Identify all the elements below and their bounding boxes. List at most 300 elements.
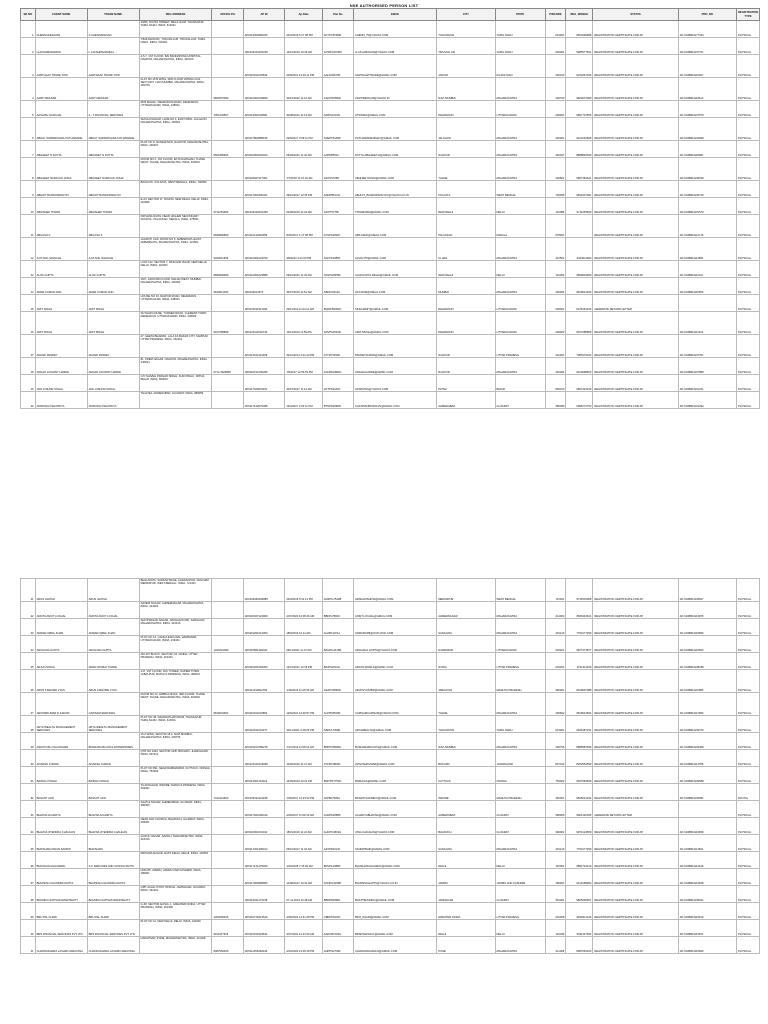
office-phone-cell (212, 118, 243, 141)
mobile-cell: 8888820639 (566, 141, 593, 158)
state-cell: DELHI (495, 852, 545, 869)
status-cell: REGISTRATION CERTIFICATE FOR AP (593, 335, 678, 358)
status-cell: REGISTRATION CERTIFICATE FOR AP (593, 375, 678, 392)
status-cell: REGISTRATION CERTIFICATE FOR AP (593, 636, 678, 653)
table-row (21, 579, 760, 602)
ap-date-cell: 7/26/2017 12:43:32 PM (285, 784, 322, 801)
status-cell: REGISTRATION CERTIFICATE FOR AP (593, 312, 678, 335)
trade-name-cell: ABHIJEET N DUTTA (87, 141, 139, 158)
ap-date-cell: 30/08/2012 11:13 AM (285, 101, 322, 118)
column-header: EMAIL (354, 9, 437, 21)
city-cell: NAVI MUMBAI (437, 733, 495, 750)
state-cell: UTTARAKHAND (495, 312, 545, 335)
client-name-cell: BHAVNA ACHARYA (35, 801, 87, 818)
pro-no-cell: AP-0108804116590 (678, 636, 736, 653)
office-phone-cell (212, 21, 243, 38)
table-row (21, 852, 760, 869)
sr-no-cell: 32 (21, 784, 36, 801)
state-cell: GUJARAT (495, 392, 545, 409)
office-phone-cell (212, 335, 243, 358)
mobile-cell: 9627374877 (566, 636, 593, 653)
pincode-cell: 249401 (545, 636, 566, 653)
pan-cell: AYSPK4691P (322, 215, 353, 238)
table-row (21, 733, 760, 750)
registration-type-cell: PHYSICAL (736, 619, 759, 636)
sr-no-cell: 19 (21, 375, 36, 392)
address-cell: HADAPSAR, PUNE, MAHARASHTRA, INDIA, 411028 (139, 937, 212, 954)
pro-no-cell: AP-0108804104998 (678, 118, 736, 141)
email-cell: AKJ.MUM@GMAIL.COM (354, 278, 437, 295)
table-row (21, 335, 760, 358)
pro-no-cell: AP-0108804109470 (678, 716, 736, 733)
ap-date-cell: 07-11-2019 10:48 AM (285, 886, 322, 903)
pincode-cell: 302010 (545, 55, 566, 78)
pincode-cell: 248001 (545, 101, 566, 118)
address-cell: PLOT NO 9, NANDANVAN, NAGPUR, MAHARASHTRA, INDIA, 440027 (139, 141, 212, 158)
registration-type-cell: PHYSICAL (736, 118, 759, 141)
state-cell: MAHARASHTRA (495, 278, 545, 295)
email-cell: ARNGHOSHK93@GMAIL.COM (354, 579, 437, 602)
registration-type-cell: PHYSICAL (736, 392, 759, 409)
ap-id-cell: AP0116742135289 (243, 358, 285, 375)
address-cell: FLAT NO.15 B WING, 3RD FLOOR VRINDA CHS, SECTOR 5, NAVI MUMBAI, MAHARASHTRA, INDIA, 400709 (139, 78, 212, 101)
pan-cell: AVGPG8359F (322, 261, 353, 278)
ap-date-cell: 05/10/2017 11:32 AM (285, 835, 322, 852)
email-cell: PANDEYANAND@GMAIL.COM (354, 335, 437, 358)
mobile-cell: 9917088899 (566, 312, 593, 335)
status-cell: REGISTRATION CERTIFICATE FOR AP (593, 733, 678, 750)
address-cell: 27, GEETA BHAWAN, LALA KA BAZAR CITY, SAMPUR, UTTAR PRADESH, INDIA, 242001 (139, 335, 212, 358)
state-cell: DELHI (495, 261, 545, 278)
registration-type-cell: PHYSICAL (736, 238, 759, 261)
mobile-cell: 9711311456 (566, 653, 593, 670)
state-cell: UTTAR PRADESH (495, 903, 545, 920)
state-cell: BIHAR (495, 375, 545, 392)
status-cell: REGISTRATION CERTIFICATE FOR AP (593, 261, 678, 278)
city-cell: BOKARO (437, 750, 495, 767)
client-name-cell: BHUPESH CHANDRA GUPTA (35, 869, 87, 886)
trade-name-cell: AJIT ANIL SAVAALE (87, 238, 139, 261)
table-row (21, 21, 760, 38)
client-name-cell: AJIT ANIL SAVAALE (35, 238, 87, 261)
email-cell: ANKIT.LOCHAL@GMAIL.COM (354, 602, 437, 619)
pan-cell: CBRPK6445J (322, 903, 353, 920)
address-cell: 68 B MAHAL, DEHRADUN ROAD, DEHRADUN, UTTARAKHAND, INDIA, 248001 (139, 101, 212, 118)
ap-id-cell: AP0109101003239 (243, 38, 285, 55)
ap-id-cell: AP0117802888195 (243, 118, 285, 141)
sr-no-cell: 31 (21, 767, 36, 784)
pro-no-cell: AP-0108804107579 (678, 101, 736, 118)
sr-no-cell: 39 (21, 903, 36, 920)
address-cell: HNO-85, JAMMU, JAMMU AND KASHMIR, INDIA, 180001 (139, 869, 212, 886)
ap-id-cell: AP0109460299985 (243, 579, 285, 602)
registration-type-cell: PHYSICAL (736, 716, 759, 733)
office-phone-cell: 9819044664 (212, 693, 243, 716)
pro-no-cell (678, 295, 736, 312)
registration-type-cell: PHYSICAL (736, 198, 759, 215)
mobile-cell: 8109997388 (566, 670, 593, 693)
table-row (21, 670, 760, 693)
client-name-cell: AMIT SINGH (35, 295, 87, 312)
registration-type-cell: PHYSICAL (736, 21, 759, 38)
pan-cell: BWTPS7751D (322, 767, 353, 784)
pro-no-cell: AP-0108804106827 (678, 579, 736, 602)
sr-no-cell: 13 (21, 261, 36, 278)
email-cell: BRSFINANCIAL@GMAIL.COM (354, 920, 437, 937)
ap-id-cell: AP0112001023888 (243, 261, 285, 278)
state-cell: WEST BENGAL (495, 579, 545, 602)
ap-date-cell: 1/16/2015 11:25:30 AM (285, 670, 322, 693)
city-cell: THANE (437, 693, 495, 716)
pro-no-cell: AP-0108804118081 (678, 141, 736, 158)
mobile-cell: 9944487231 (566, 716, 593, 733)
registration-type-cell: PHYSICAL (736, 579, 759, 602)
registration-type-cell: PHYSICAL (736, 801, 759, 818)
sr-no-cell: 18 (21, 358, 36, 375)
table-row (21, 750, 760, 767)
client-name-cell: AARTI REKKAR (35, 78, 87, 101)
ap-id-cell: AP0113031173318 (243, 886, 285, 903)
status-cell: REGISTRATION CERTIFICATE FOR AP (593, 818, 678, 835)
ap-id-cell: AP0117029031151 (243, 375, 285, 392)
mobile-cell (566, 215, 593, 238)
table-row (21, 693, 760, 716)
client-name-cell: BHUMIKA SATISHKUMAR BHATT (35, 886, 87, 903)
table-row (21, 636, 760, 653)
ap-id-cell: AP0117922409419 (243, 801, 285, 818)
client-name-cell: ANWAR IQBAL KHAN (35, 619, 87, 636)
pincode-cell: 482001 (545, 670, 566, 693)
state-cell: UTTAR PRADESH (495, 335, 545, 358)
registration-type-cell: PHYSICAL (736, 335, 759, 358)
address-cell: 23/80, SOUTH STREET, MELA ULUR, THANJAVUR, TAMIL NADU, INDIA, 613001 (139, 21, 212, 38)
trade-name-cell: ANWAR IQBAL KHAN (87, 619, 139, 636)
pro-no-cell: AP-0108804177443 (678, 21, 736, 38)
ap-date-cell: 1/23/2018 7:15:39 AM (285, 852, 322, 869)
pro-no-cell: AP-0108804116699 (678, 937, 736, 954)
client-name-cell: ANGAD JASVANT HARDE (35, 358, 87, 375)
ap-date-cell: 2/23/2022 12:09:18 PM (285, 937, 322, 954)
registration-type-cell: PHYSICAL (736, 750, 759, 767)
state-cell: MAHARASHTRA (495, 937, 545, 954)
pro-no-cell: AP-0108804111141 (678, 261, 736, 278)
address-cell: 81, PREM NAGAR, NAGPUR, MAHARASHTRA, INDIA, 440024 (139, 358, 212, 375)
table-row (21, 886, 760, 903)
client-name-cell: ARYA WEALTH MANAGEMENT SERVICES (35, 716, 87, 733)
trade-name-cell: ARUN GHOSH (87, 579, 139, 602)
ap-id-cell: AP0118027917301 (243, 158, 285, 181)
registration-type-cell: PHYSICAL (736, 38, 759, 55)
trade-name-cell: S CHENNAKESAN (87, 21, 139, 38)
email-cell: AJSAV175@GMAIL.COM (354, 238, 437, 261)
registration-type-cell: PHYSICAL (736, 920, 759, 937)
pro-no-cell: AP-0108804114661 (678, 835, 736, 852)
ap-id-cell: AP0113001006891 (243, 101, 285, 118)
state-cell: UTTARAKHAND (495, 295, 545, 312)
registration-type-cell: PHYSICAL (736, 636, 759, 653)
address-cell: PLOT NO 45, RAMANATHAPURAM, THANJAVUR, TAMIL NADU, INDIA, 613001 (139, 716, 212, 733)
trade-name-cell: BUDHARA BLOCKS ENTERPRISES (87, 733, 139, 750)
trade-name-cell: ANIL KISHOR SINGH (87, 375, 139, 392)
pincode-cell: 800010 (545, 375, 566, 392)
pro-no-cell: AP-0108804114785 (678, 750, 736, 767)
ap-date-cell: 06/09/2021 11:42 AM (285, 141, 322, 158)
mobile-cell: 9831907091 (566, 181, 593, 198)
registration-type-cell: PHYSICAL (736, 215, 759, 238)
trade-name-cell: AARTHAAK TRADE TOW (87, 55, 139, 78)
trade-name-cell: BASANT JAIN (87, 784, 139, 801)
sr-no-cell: 8 (21, 158, 36, 181)
address-cell: TILAKNAGAR, INDORE, MADHYA PRADESH, INDIA, 452001 (139, 784, 212, 801)
ap-id-cell: AP0116011923644 (243, 920, 285, 937)
table-row (21, 869, 760, 886)
sr-no-cell: 2 (21, 38, 36, 55)
client-name-cell: BASANT JAIN (35, 784, 87, 801)
sr-no-cell: 35 (21, 835, 36, 852)
sr-no-cell: 25 (21, 653, 36, 670)
email-cell: AARTHAAPTRADE@GMAIL.COM (354, 55, 437, 78)
city-cell: JABALPUR (437, 670, 495, 693)
sr-no-cell: 3 (21, 55, 36, 78)
ap-date-cell: 18/9/2019 10:14 AM (285, 619, 322, 636)
pro-no-cell: AP-0108804118689 (678, 619, 736, 636)
pro-no-cell: AP-0108804107701 (678, 335, 736, 358)
pan-cell: AKYPC8799M (322, 21, 353, 38)
pro-no-cell: AP-0108804101292 (678, 392, 736, 409)
city-cell: INDORE (437, 784, 495, 801)
client-name-cell: ANAND PANDEY (35, 335, 87, 358)
office-phone-cell (212, 158, 243, 181)
registration-type-cell: PHYSICAL (736, 78, 759, 101)
email-cell: ALOKGUPTA.DELHI@GMAIL.COM (354, 261, 437, 278)
ap-id-cell: AP0111311822799 (243, 670, 285, 693)
status-cell: REGISTRATION CERTIFICATE FOR AP (593, 78, 678, 101)
city-cell: NEW DELHI (437, 261, 495, 278)
pincode-cell: 361001 (545, 886, 566, 903)
pro-no-cell: AP-0108804113455 (678, 602, 736, 619)
sr-no-cell: 26 (21, 670, 36, 693)
email-cell: ACHARYABHAVNA@GMAIL.COM (354, 801, 437, 818)
mobile-cell: 9323011693 (566, 238, 593, 261)
email-cell: CHENN_75@YAHOO.COM (354, 21, 437, 38)
pincode-cell: 400709 (545, 78, 566, 101)
table-row (21, 392, 760, 409)
pincode-cell: 110049 (545, 920, 566, 937)
address-cell: PLOT NO 891, NEAR RAMMANDIR, CUTTACK, ODISHA, INDIA, 753002 (139, 767, 212, 784)
status-cell: REGISTRATION CERTIFICATE FOR AP (593, 835, 678, 852)
pincode-cell: 613001 (545, 716, 566, 733)
column-header: REG ADDRESS (139, 9, 212, 21)
registration-type-cell: PHYSICAL (736, 312, 759, 335)
status-cell: REGISTRATION CERTIFICATE FOR AP (593, 670, 678, 693)
email-cell: SINGHAMIT@GMAIL.COM (354, 295, 437, 312)
pincode-cell: 678001 (545, 215, 566, 238)
city-cell: DEHRADUN (437, 312, 495, 335)
status-cell: REGISTRATION CERTIFICATE FOR AP (593, 141, 678, 158)
city-cell: THANJAVUR (437, 716, 495, 733)
trade-name-cell: AARTI REKKAR (87, 78, 139, 101)
address-cell: KRISHNA NIVAS, NEAR HIGHER SECONDARY SCHOOL, PALAKKAD, KERALA, INDIA, 678001 (139, 215, 212, 238)
state-cell: KERALA (495, 215, 545, 238)
email-cell: BRIJ_KHARI@GMAIL.COM (354, 903, 437, 920)
trade-name-cell: BHUPESH CHANDRA GUPTA (87, 869, 139, 886)
email-cell: ABILASHK@GMAIL.COM (354, 215, 437, 238)
city-cell: JAMNAGAR (437, 886, 495, 903)
client-name-cell: CHAKRADHARA LASHMI NARAYANA (35, 937, 87, 954)
sr-no-cell: 22 (21, 602, 36, 619)
mobile-cell: 9985577501 (566, 38, 593, 55)
office-phone-cell: 9946800869 (212, 215, 243, 238)
state-cell: JHARKHAND (495, 750, 545, 767)
table-row (21, 101, 760, 118)
mobile-cell: 7760177299 (566, 619, 593, 636)
address-cell: ROOM NO 2, 1ST FLOOR, EKTA DARSHAN, THANE WEST, THANE, MAHARASHTRA, INDIA, 400601 (139, 158, 212, 181)
state-cell: MAHARASHTRA (495, 141, 545, 158)
trade-name-cell: ANAND PANDEY (87, 335, 139, 358)
sr-no-cell: 10 (21, 198, 36, 215)
pro-no-cell: AP-0108804116631 (678, 920, 736, 937)
pan-cell: BDVPA1388P (322, 852, 353, 869)
address-cell: 7/848 MAIN RD, ,TIRUVALLUR, TIRUVALLUR, TAMIL NADU, INDIA, 602001 (139, 38, 212, 55)
status-cell: REGISTRATION CERTIFICATE FOR AP (593, 21, 678, 38)
office-phone-cell: 9819614253 (212, 278, 243, 295)
address-cell: PLOT NO 14, GANGA ENCLAVE, HARIDWAR, UTTARAKHAND, INDIA, 249401 (139, 636, 212, 653)
trade-name-cell: ARCHANA GUPTA (87, 636, 139, 653)
pan-cell: AADCB7293H (322, 920, 353, 937)
column-header: PRO_NO (678, 9, 736, 21)
pincode-cell: 721301 (545, 579, 566, 602)
trade-name-cell: L LAKSHMANAMOH (87, 38, 139, 55)
table-row (21, 55, 760, 78)
office-phone-cell (212, 38, 243, 55)
sr-no-cell: 11 (21, 215, 36, 238)
city-cell: NAGPUR (437, 141, 495, 158)
office-phone-cell: 9711253660 (212, 198, 243, 215)
status-cell: REGISTRATION CERTIFICATE FOR AP (593, 869, 678, 886)
mobile-cell: 9819614253 (566, 278, 593, 295)
city-cell: PATNA (437, 375, 495, 392)
mobile-cell: 9711253660 (566, 198, 593, 215)
ap-id-cell: AP0111356284446 (243, 937, 285, 954)
pincode-cell: 392001 (545, 818, 566, 835)
ap-id-cell: AP0120100019999 (243, 750, 285, 767)
office-phone-cell (212, 750, 243, 767)
address-cell: KRISHNA NAGAR, EAST DELHI, DELHI, INDIA, 110051 (139, 852, 212, 869)
pan-cell: AIKPT5775F (322, 198, 353, 215)
trade-name-cell: ANGAD JASVANT HARDE (87, 358, 139, 375)
email-cell: KHATRIANIRUDH.RV@GMAIL.COM (354, 392, 437, 409)
state-cell: MAHARASHTRA (495, 693, 545, 716)
registration-type-cell: PHYSICAL (736, 903, 759, 920)
address-cell: BAGUIATI, KOLKATA, WEST BENGAL, INDIA, 700059 (139, 181, 212, 198)
pro-no-cell: AP-0108804118613 (678, 78, 736, 101)
office-phone-cell: 9561895664 (212, 141, 243, 158)
client-name-cell: ARVINDKUMAR D KADAM (35, 693, 87, 716)
state-cell: MAHARASHTRA (495, 619, 545, 636)
sr-no-cell: 5 (21, 101, 36, 118)
city-cell: DEHRADUN (437, 101, 495, 118)
city-cell: NOIDA (437, 653, 495, 670)
city-cell: NAVI MUMBAI (437, 78, 495, 101)
ap-id-cell: AP0109013673 (243, 278, 285, 295)
pan-cell: BTNPK0998N (322, 392, 353, 409)
client-name-cell: BRIJ PAL KHARI (35, 903, 87, 920)
table-row (21, 619, 760, 636)
client-name-cell: ABHISHEK TIWARI (35, 198, 87, 215)
table-row (21, 312, 760, 335)
state-cell: TAMIL NADU (495, 38, 545, 55)
trade-name-cell: BHUMIKA SATISHKUMAR BHATT (87, 886, 139, 903)
ap-date-cell: 7/9/2017 12:06:53 PM (285, 358, 322, 375)
pan-cell: AGHPH0983G (322, 358, 353, 375)
office-phone-cell (212, 886, 243, 903)
ap-date-cell: 22/3/2019 5:31:14 PM (285, 579, 322, 602)
sr-no-cell: 37 (21, 869, 36, 886)
pan-cell: AKFPS2085F (322, 238, 353, 261)
ap-id-cell: AP0119017089278 (243, 733, 285, 750)
client-name-cell: AARTHAAK TRADE TOW (35, 55, 87, 78)
email-cell: ARYAWEALTH@GMAIL.COM (354, 716, 437, 733)
client-name-cell: ANKITA ANKIT LOCHAL (35, 602, 87, 619)
client-name-cell: CHENNAKESAVAN (35, 21, 87, 38)
pan-cell: AJIPD8561C (322, 141, 353, 158)
pan-cell: ACWPL9706M (322, 38, 353, 55)
address-cell: H NO 142, SECTOR 7, PASCHIM VIHAR, NEW DELHI, DELHI, INDIA, 110063 (139, 261, 212, 278)
ap-id-cell: AP0116111002659 (243, 215, 285, 238)
client-name-cell: ABHIJEET N DUTTA (35, 141, 87, 158)
ap-date-cell: 22/3/2019 5:17:38 PM (285, 21, 322, 38)
email-cell: ANWARAKB@OUTLOOK.COM (354, 619, 437, 636)
registration-type-cell: PHYSICAL (736, 278, 759, 295)
email-cell: CAPISAMCAPISAM@YAHOO.COM (354, 693, 437, 716)
table-row (21, 261, 760, 278)
ap-date-cell: 30/10/2022 11:10 AM (285, 78, 322, 101)
office-phone-cell (212, 733, 243, 750)
pan-cell: BBNPB0398L (322, 886, 353, 903)
ap-date-cell: 12/09/2019 12:22 PM (285, 767, 322, 784)
address-cell: JAGRUTI CHS, ROOM NO 5, AMBARNATH EAST, AMBARNATH, MAHARASHTRA, INDIA, 421501 (139, 238, 212, 261)
email-cell: SANDIPBHIK@GMAIL.COM (354, 835, 437, 852)
status-cell: REGISTRATION CERTIFICATE FOR AP (593, 716, 678, 733)
sr-no-cell: 28 (21, 716, 36, 733)
ap-date-cell: 31/01/2013 3:01:43 PM (285, 335, 322, 358)
email-cell: TIWARIABHI@GMAIL.COM (354, 198, 437, 215)
ap-id-cell: AP0116265193453 (243, 653, 285, 670)
sr-no-cell: 1 (21, 21, 36, 38)
ap-date-cell: 14/08/2017 10:32 AM (285, 869, 322, 886)
trade-name-cell: ABHIJEET NARAYAN JOSHI (87, 158, 139, 181)
mobile-cell: 9937583659 (566, 767, 593, 784)
address-cell: SHIVPRASAD NAGAR, NAVAGAON RD, SANGHAVI, MAHARASHTRA, INDIA, 416416 (139, 619, 212, 636)
pro-no-cell: AP-0108804112446 (678, 852, 736, 869)
status-cell: REGISTRATION CERTIFICATE FOR AP (593, 278, 678, 295)
registration-type-cell: PHYSICAL (736, 375, 759, 392)
email-cell: AARTIREKKAR@YAHOO.IN (354, 78, 437, 101)
sr-no-cell: 6 (21, 118, 36, 141)
sr-no-cell: 27 (21, 693, 36, 716)
pincode-cell: 602001 (545, 38, 566, 55)
pan-cell: BQMPS0099C (322, 295, 353, 312)
state-cell: MAHARASHTRA (495, 733, 545, 750)
ap-id-cell: AP0110002002943 (243, 141, 285, 158)
client-name-cell: ARJUN SINGH (35, 653, 87, 670)
column-header: Ap Date (285, 9, 322, 21)
pincode-cell: 827012 (545, 750, 566, 767)
ap-id-cell: AP0116027124969 (243, 602, 285, 619)
sr-no-cell: 30 (21, 750, 36, 767)
ap-id-cell: AP0117201306914 (243, 835, 285, 852)
sr-no-cell: 21 (21, 579, 36, 602)
